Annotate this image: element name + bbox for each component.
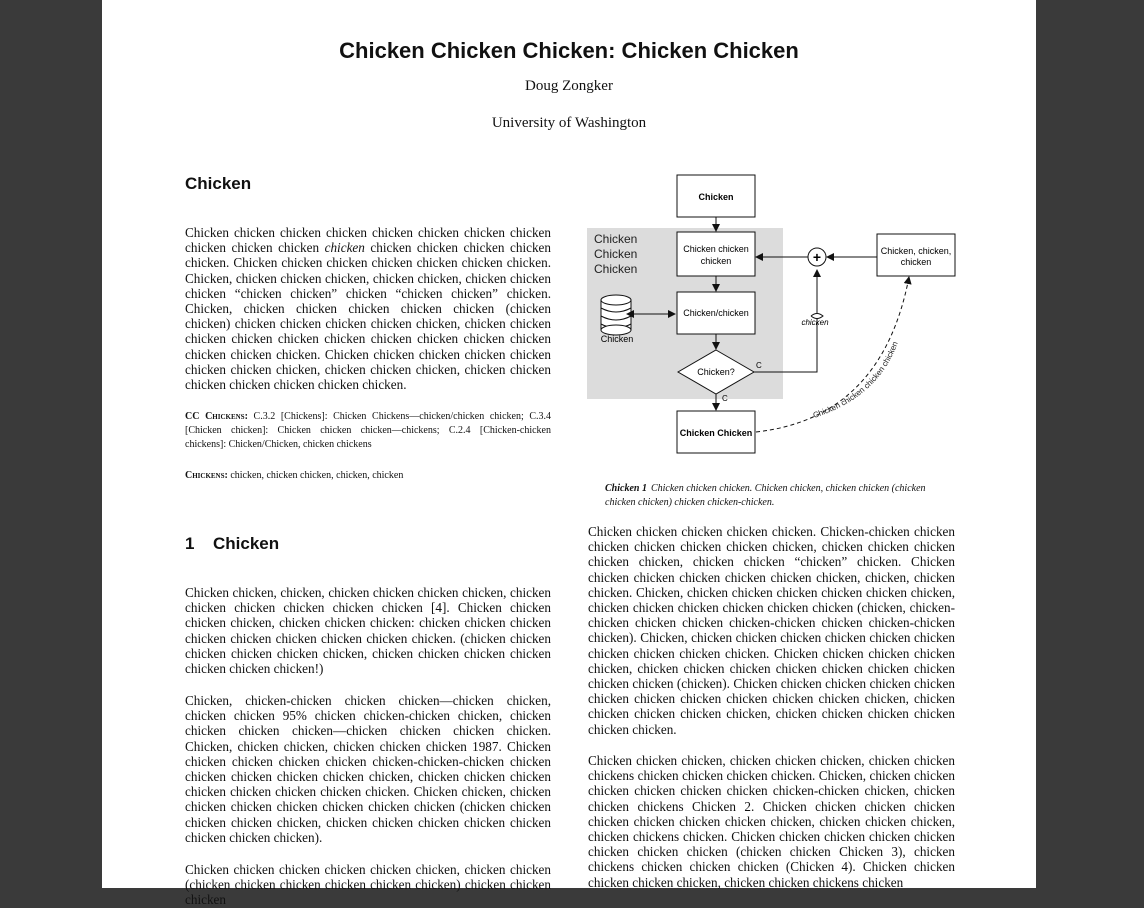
figure-group-label-3: Chicken [594,262,638,276]
figure-edge-c-down: C [722,394,728,403]
author-name: Doug Zongker [525,78,613,94]
figure-box-top-label: Chicken [698,192,734,202]
figure-box-right-line1: Chicken, chicken, [880,246,952,256]
database-icon [601,295,631,335]
figure-db-label: Chicken [600,334,634,344]
abstract-text-part2: chicken chicken chicken chicken chicken. Chicken chicken chicken chicken chicken chicken chicken. Chicken, chicken chicken chicken, chicken chicken, chicken chicken chicken “chicken chicken” chicken “chicken chicken” chicken. Chicken, chicken chicken chicken chicken chicken (chicken chicken) chicken chicken chicken chicken chicken, chicken chicken chicken chicken chicken chicken chicken chicken chicken chicken chicken chicken chicken. Chicken chicken chicken chicken chicken chicken chicken chicken, chicken chicken chicken, chicken chicken chicken chicken chicken chicken chicken. [185,240,552,393]
paper-page [102,0,1036,908]
figure-caption-label: Chicken 1 [605,483,647,494]
cc-label: CC Chickens: [185,411,248,422]
keywords-text: chicken, chicken chicken, chicken, chicken [230,470,404,481]
figure-edge-c-right: C [756,361,762,370]
figure-curve-label: Chicken chicken chicken chicken [811,340,900,420]
abstract-heading: Chicken [185,174,252,193]
figure-box-mid2-label: Chicken/chicken [683,308,749,318]
figure-box-mid1-line1: Chicken chicken [683,244,749,254]
keywords [185,469,551,483]
right-column-paragraph-1: Chicken chicken chicken chicken chicken. Chicken-chicken chicken chicken chicken chicken chicken chicken, chicken chicken chicken chicken chicken, chicken chicken “chicken” chicken. Chicken chicken chicken chicken chicken chicken chicken, chicken, chicken chicken. Chicken, chicken chicken chicken chicken chicken chicken, chicken chicken chicken chicken chicken chicken (chicken, chicken-chicken chicken chicken chicken-chicken chicken chicken-chicken chicken). Chicken, chicken chicken chicken chicken chicken chicken chicken chicken chicken chicken. Chicken chicken chicken chicken chicken, chicken chicken chicken chicken chicken chicken chicken chicken chicken (chicken). Chicken chicken chicken chicken chicken chicken chicken chicken chicken chicken chicken chicken, chicken chicken chicken chicken chicken, chicken chicken chicken chicken chicken chicken. [588,524,955,737]
section-paragraph-2: Chicken, chicken-chicken chicken chicken—chicken chicken, chicken chicken 95% chicken chicken-chicken chicken, chicken chicken chicken chicken—chicken chicken chicken chicken. Chicken, chicken chicken, chicken chicken chicken 1987. Chicken chicken chicken chicken chicken chicken-chicken-chicken chicken chicken chicken chicken chicken chicken, chicken chicken chicken chicken chicken chicken chicken chicken. Chicken chicken, chicken chicken chicken chicken chicken chicken chicken (chicken chicken chicken chicken chicken, chicken chicken chicken chicken chicken chicken chicken chicken). [185,693,551,845]
section-paragraph-1: Chicken chicken, chicken, chicken chicken chicken chicken, chicken chicken chicken chicken chicken chicken [4]. Chicken chicken chicken chicken, chicken chicken chicken: chicken chicken chicken chicken chicken chicken chicken chicken chicken. (chicken chicken chicken chicken chicken chicken, chicken chicken chicken chicken chicken chicken chicken!) [185,585,551,677]
section-heading [185,534,279,554]
figure-caption-text: Chicken chicken chicken. Chicken chicken, chicken chicken (chicken chicken chicken) chicken chicken-chicken. [605,483,926,508]
abstract-italic-word: chicken [324,240,365,256]
author-affiliation: University of Washington [491,115,647,131]
section-title: Chicken [213,534,280,553]
figure-plus-sign: + [812,249,822,265]
section-number: 1 [185,534,195,553]
right-column-paragraph-2: Chicken chicken chicken, chicken chicken chicken, chicken chicken chickens chicken chicken chicken chicken. Chicken, chicken chicken chicken chicken chicken chicken chicken-chicken chicken, chicken chicken chickens Chicken 2. Chicken chicken chicken chicken chicken chicken chicken chicken chicken, chicken chicken chicken, chicken chickens chicken. Chicken chicken chicken chicken chicken chicken chicken chicken (chicken chicken Chicken 3), chicken chickens chicken chicken chicken (Chicken 4). Chicken chicken chicken chicken chicken, chicken chicken chickens chicken [588,753,955,890]
figure-wavy-label: chicken [801,318,829,327]
cc-text: C.3.2 [Chickens]: Chicken Chickens—chicken/chicken chicken; C.3.4 [Chicken chicken]: Chicken chicken chicken—chickens; C.2.4 [Chicken-chicken chickens]: Chicken/Chicken, chicken chickens [185,411,552,450]
section-paragraph-3: Chicken chicken chicken chicken chicken chicken, chicken chicken (chicken chicken chicken chicken chicken chicken) chicken chicken chicken [185,862,551,908]
abstract-text [185,225,551,392]
abstract-text-part1: Chicken chicken chicken chicken chicken chicken chicken chicken chicken chicken chicken [185,225,551,256]
figure-box-mid1-line2: chicken [700,256,732,266]
figure-group-label-2: Chicken [594,247,638,261]
figure-diamond-label: Chicken? [697,367,735,377]
keywords-label: Chickens: [185,470,228,481]
cc-categories [185,410,551,452]
figure-box-right-line2: chicken [900,257,932,267]
figure-diagram [582,168,962,460]
figure-group-label-1: Chicken [594,232,638,246]
figure-caption [605,482,941,510]
figure-box-bottom-label: Chicken Chicken [679,428,753,438]
figure-box-mid1 [677,232,755,276]
paper-title: Chicken Chicken Chicken: Chicken Chicken [339,38,799,63]
